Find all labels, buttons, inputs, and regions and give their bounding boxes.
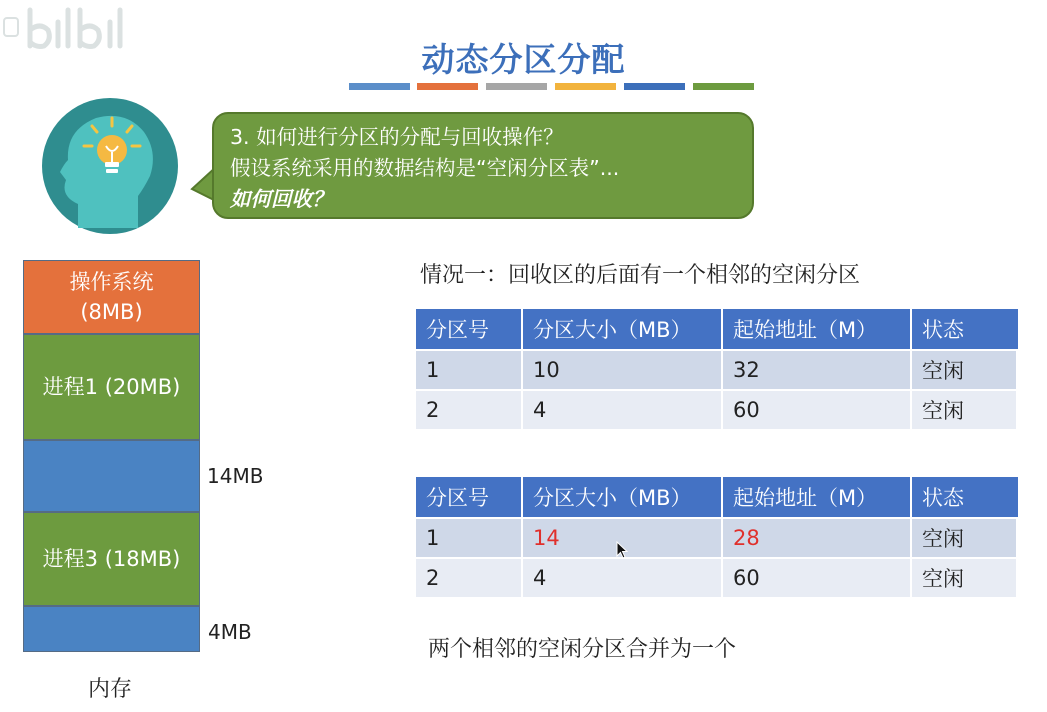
memory-process3-label: 进程3 (18MB) (42, 547, 181, 571)
cell-status: 空闲 (912, 389, 1018, 429)
table-row (416, 517, 1018, 557)
memory-block-free-4mb (23, 606, 200, 652)
table-row (416, 389, 1018, 429)
cell-partition-id: 1 (416, 517, 523, 557)
conclusion-text: 两个相邻的空闲分区合并为一个 (428, 637, 737, 662)
cell-partition-id: 2 (416, 557, 523, 597)
memory-os-size: (8MB) (80, 300, 143, 324)
memory-block-process1 (23, 334, 200, 440)
memory-block-os (23, 260, 200, 334)
cell-partition-size: 4 (523, 389, 723, 429)
free-block-size-14mb: 14MB (207, 464, 264, 488)
memory-process1-label: 进程1 (20MB) (42, 375, 181, 399)
table-row (416, 349, 1018, 389)
cell-start-address-merged: 28 (723, 517, 912, 557)
col-partition-size: 分区大小（MB） (523, 309, 723, 349)
cell-partition-size-merged: 14 (523, 517, 723, 557)
accent-bar-5 (624, 83, 685, 90)
cell-start-address: 32 (723, 349, 912, 389)
col-status: 状态 (912, 309, 1018, 349)
mouse-pointer-icon (616, 541, 628, 559)
col-partition-id: 分区号 (416, 309, 523, 349)
cell-start-address: 60 (723, 389, 912, 429)
accent-bar-4 (555, 83, 616, 90)
bubble-line-assumption: 假设系统采用的数据结构是“空闲分区表”... (230, 156, 620, 180)
accent-bar-3 (486, 83, 547, 90)
case-title: 情况一：回收区的后面有一个相邻的空闲分区 (420, 263, 861, 288)
head-lightbulb-icon (40, 96, 180, 236)
col-partition-size: 分区大小（MB） (523, 477, 723, 517)
cell-partition-size: 4 (523, 557, 723, 597)
col-start-address: 起始地址（M） (723, 477, 912, 517)
cell-start-address: 60 (723, 557, 912, 597)
col-status: 状态 (912, 477, 1018, 517)
free-block-size-4mb: 4MB (208, 620, 252, 644)
cell-partition-size: 10 (523, 349, 723, 389)
table-row (416, 557, 1018, 597)
speech-bubble (212, 112, 754, 219)
table-header-row (416, 477, 1018, 517)
free-partition-table-after (416, 477, 1018, 597)
free-partition-table-before (416, 309, 1018, 429)
accent-bar-6 (693, 83, 754, 90)
cell-status: 空闲 (912, 517, 1018, 557)
col-start-address: 起始地址（M） (723, 309, 912, 349)
bubble-line-question: 3. 如何进行分区的分配与回收操作？ (230, 125, 564, 149)
memory-os-label: 操作系统 (69, 270, 154, 294)
memory-block-process3 (23, 512, 200, 606)
bubble-line-how-to-reclaim: 如何回收？ (230, 187, 333, 211)
memory-block-free-14mb (23, 440, 200, 512)
col-partition-id: 分区号 (416, 477, 523, 517)
cell-status: 空闲 (912, 349, 1018, 389)
slide-title: 动态分区分配 (421, 40, 626, 79)
cell-partition-id: 2 (416, 389, 523, 429)
accent-bar-1 (349, 83, 410, 90)
cell-partition-id: 1 (416, 349, 523, 389)
cell-status: 空闲 (912, 557, 1018, 597)
table-header-row (416, 309, 1018, 349)
memory-caption: 内存 (88, 677, 133, 702)
accent-bar-2 (417, 83, 478, 90)
